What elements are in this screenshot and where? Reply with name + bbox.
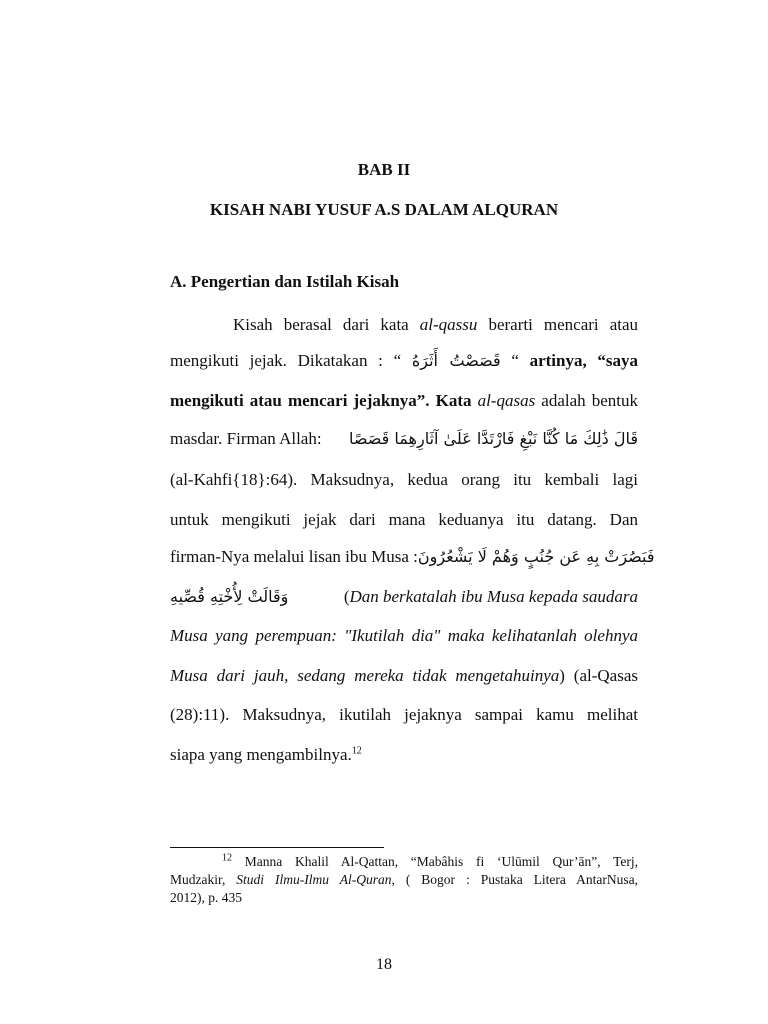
translation-text: Dan berkatalah ibu Musa kepada saudara xyxy=(349,587,638,606)
footnote-number: 12 xyxy=(222,852,232,864)
text-run: adalah bentuk xyxy=(541,391,638,410)
text-run: ( Bogor : Pustaka Litera AntarNusa, xyxy=(405,872,638,887)
paragraph-line-7 xyxy=(170,546,655,568)
text-run: siapa yang mengambilnya. xyxy=(170,745,352,764)
term-al-qasas: al-qasas xyxy=(477,391,536,410)
paragraph-line-4 xyxy=(170,428,638,450)
text-run: Kata xyxy=(435,391,472,410)
book-title: Studi Ilmu-Ilmu Al-Quran, xyxy=(236,872,395,887)
translation-text: Musa dari jauh, sedang mereka tidak mengetahuinya xyxy=(170,666,560,685)
text-run: Kisah berasal dari kata xyxy=(233,315,409,334)
paragraph-line-12 xyxy=(170,744,638,766)
paragraph-line-6: untuk mengikuti jejak dari mana keduanya itu datang. Dan xyxy=(170,510,638,529)
paragraph-line-2 xyxy=(170,350,638,372)
text-run: mengikuti atau mencari jejaknya”. xyxy=(170,391,430,410)
term-al-qassu: al-qassu xyxy=(419,315,478,334)
paragraph-line-9: Musa yang perempuan: "Ikutilah dia" maka kelihatanlah olehnya xyxy=(170,626,638,645)
text-run: ) (al-Qasas xyxy=(559,666,638,685)
text-run: masdar. Firman Allah: xyxy=(170,429,322,448)
arabic-verse: وَقَالَتْ لِأُخْتِهِ قُصِّيهِ xyxy=(170,587,289,606)
arabic-phrase: قَصَصْتُ أَثَرَهُ xyxy=(411,351,501,370)
text-run: firman-Nya melalui lisan ibu Musa : xyxy=(170,547,418,566)
section-heading: A. Pengertian dan Istilah Kisah xyxy=(170,272,400,291)
text-run: “saya xyxy=(597,351,639,370)
chapter-label: BAB II xyxy=(357,160,411,179)
text-run: Mudzakir, xyxy=(170,872,226,887)
arabic-verse: قَالَ ذَٰلِكَ مَا كُنَّا نَبْغِ فَارْتَدَّا عَلَىٰ آثَارِهِمَا قَصَصًا xyxy=(349,429,638,448)
footnote-line-3: 2012), p. 435 xyxy=(170,890,242,905)
quote-mark: “ xyxy=(511,351,519,370)
paragraph-line-8 xyxy=(170,586,638,608)
text-run: ( xyxy=(343,587,350,606)
text-run: artinya, xyxy=(529,351,587,370)
chapter-title: KISAH NABI YUSUF A.S DALAM ALQURAN xyxy=(209,200,559,219)
footnote-line-1 xyxy=(170,853,638,870)
arabic-verse: فَبَصُرَتْ بِهِ عَن جُنُبٍ وَهُمْ لَا يَشْعُرُونَ xyxy=(417,547,655,566)
paragraph-line-11: (28):11). Maksudnya, ikutilah jejaknya sampai kamu melihat xyxy=(170,705,638,724)
footnote-line-2 xyxy=(170,871,638,888)
text-run: berarti mencari atau xyxy=(488,315,639,334)
footnote-divider xyxy=(170,847,384,848)
text-run: mengikuti jejak. Dikatakan : xyxy=(170,351,383,370)
paragraph-line-1 xyxy=(233,314,638,336)
page-number: 18 xyxy=(376,956,392,973)
paragraph-line-5: (al-Kahfi{18}:64). Maksudnya, kedua orang itu kembali lagi xyxy=(170,470,638,489)
footnote-reference[interactable]: 12 xyxy=(351,745,362,757)
text-run: Manna Khalil Al-Qattan, “Mabâhis fi ‘Ulūmil Qur’ān”, Terj, xyxy=(244,854,639,869)
paragraph-line-3 xyxy=(170,390,638,412)
quote-mark: “ xyxy=(393,351,402,370)
paragraph-line-10 xyxy=(170,665,638,687)
